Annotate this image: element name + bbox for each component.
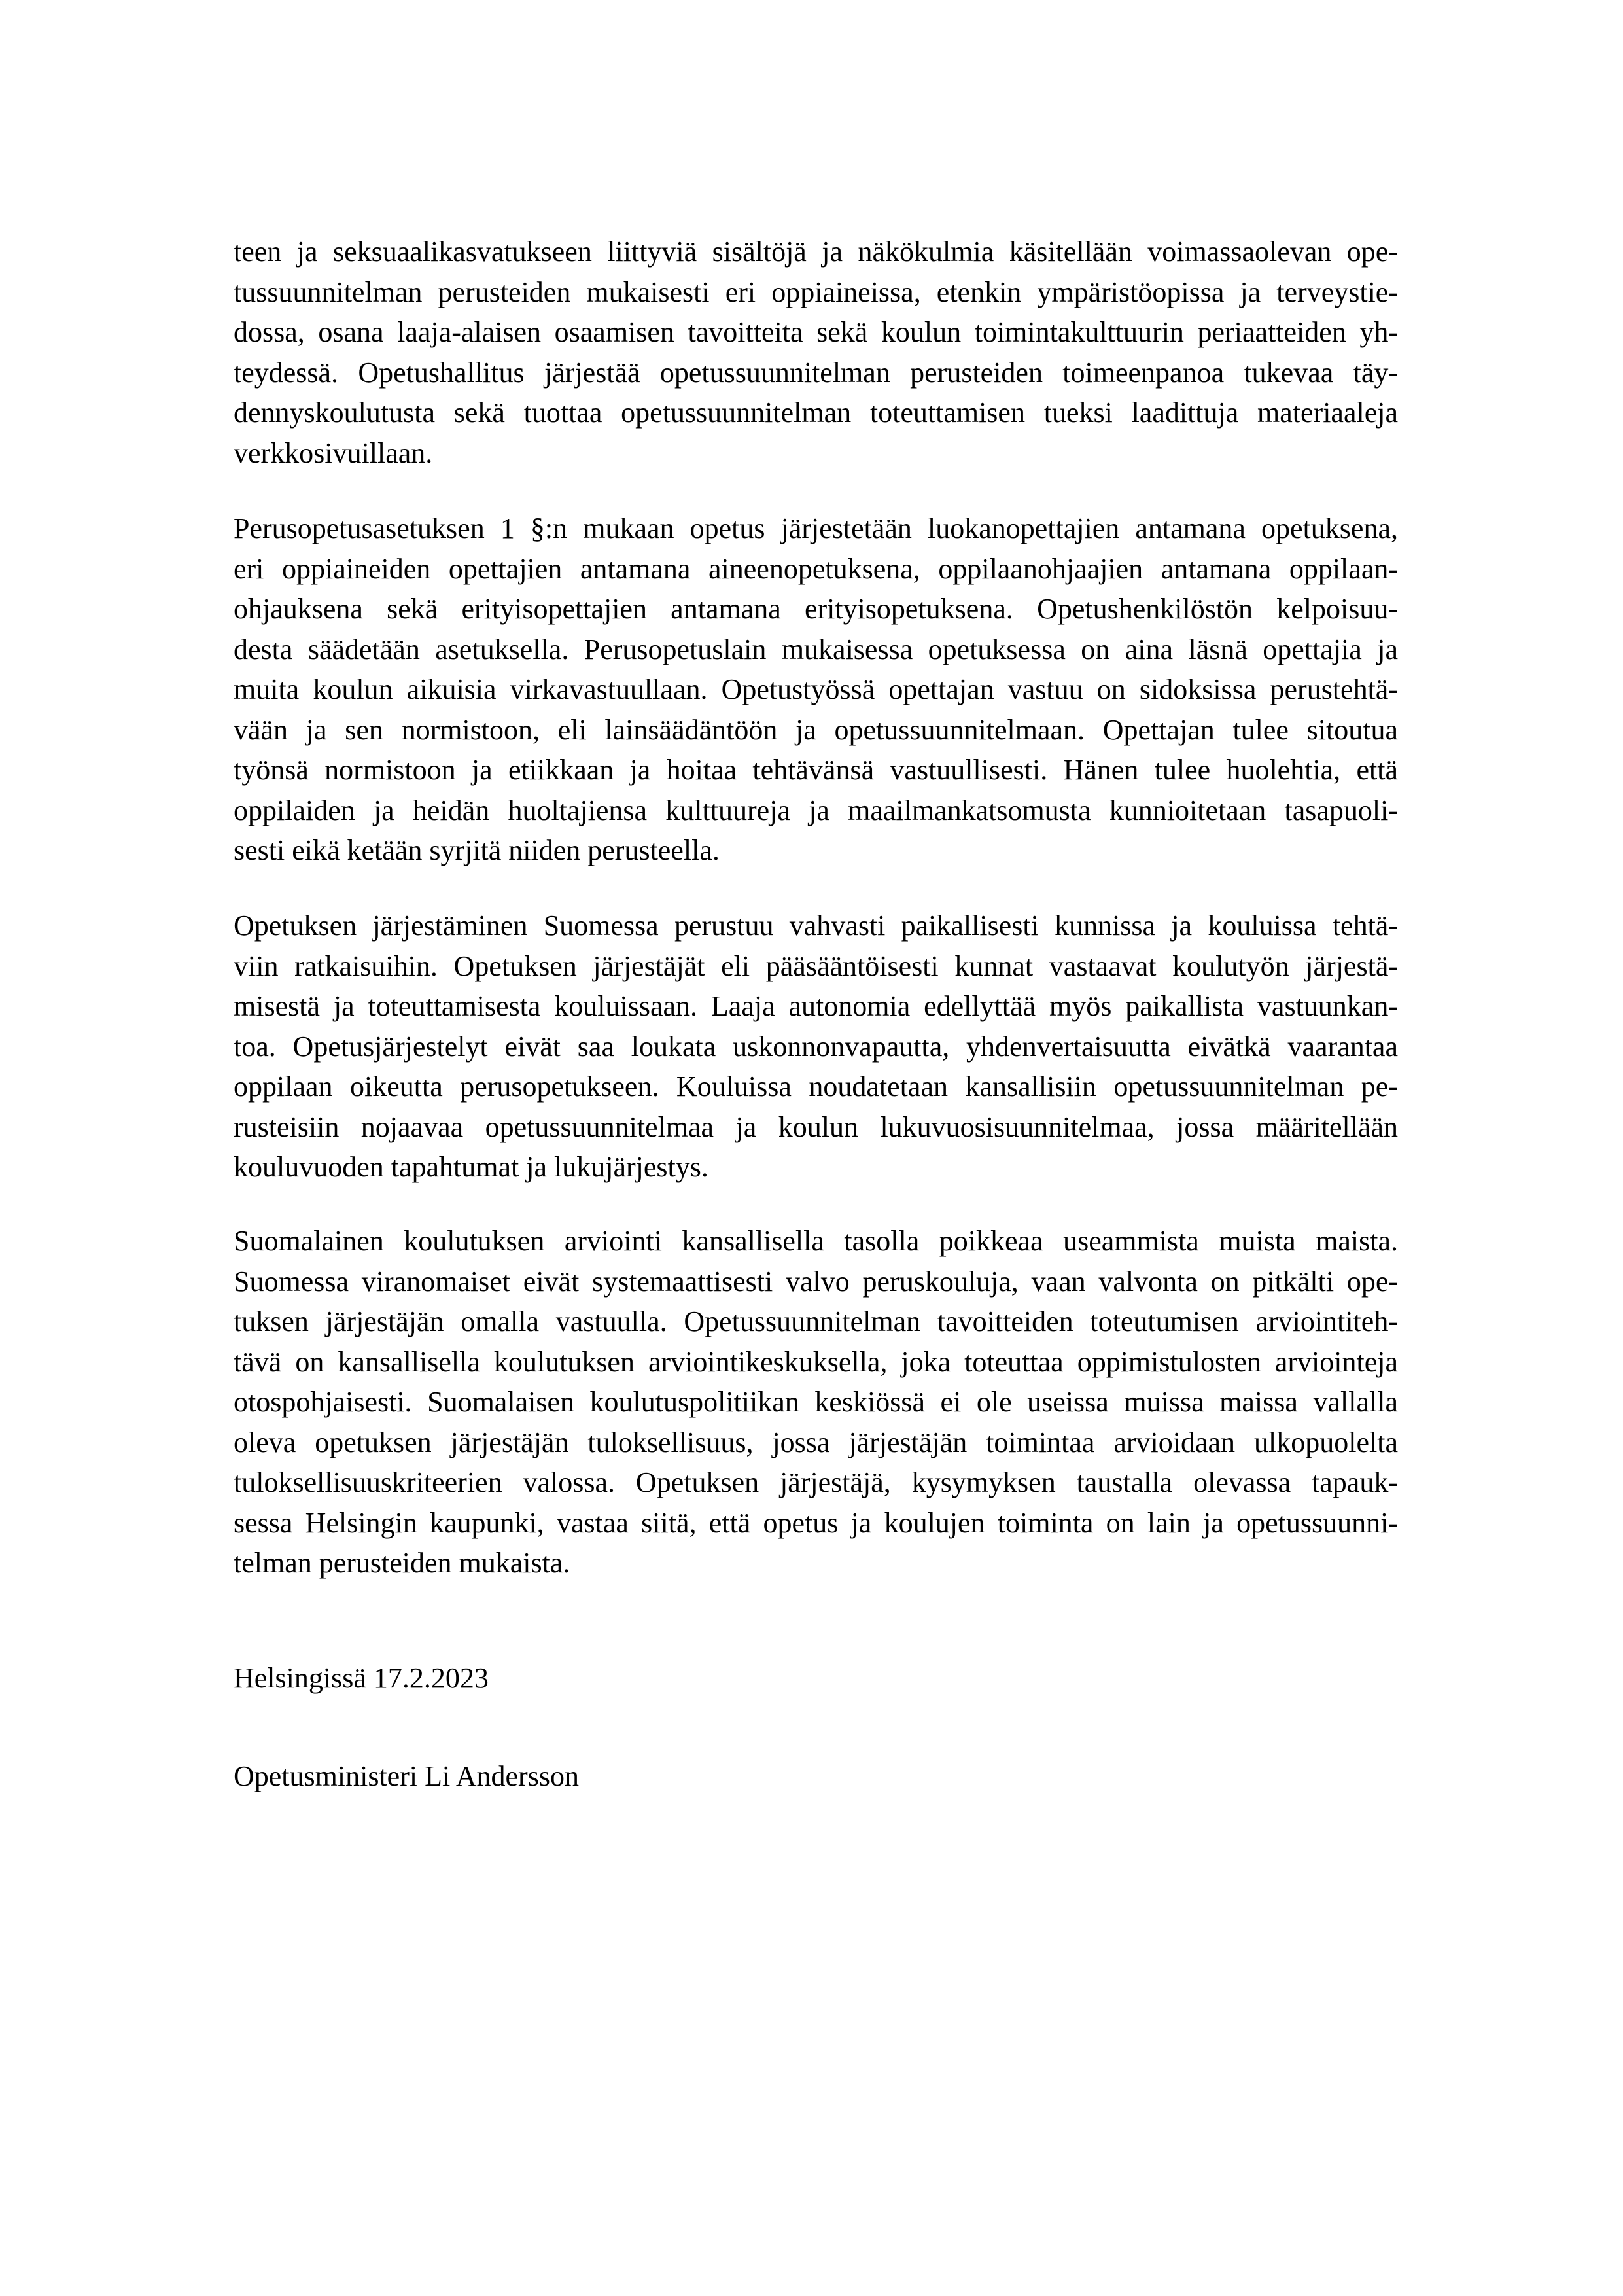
text-line: teen ja seksuaalikasvatukseen liittyviä sisältöjä ja näkökulmia käsitellään voimassaolevan ope- [234, 236, 1398, 268]
text-line: eri oppiaineiden opettajien antamana aineenopetuksena, oppilaanohjaajien antamana oppilaan- [234, 552, 1398, 585]
text-line: työnsä normistoon ja etiikkaan ja hoitaa tehtävänsä vastuullisesti. Hänen tulee huolehtia, että [234, 754, 1398, 786]
text-line: tuloksellisuuskriteerien valossa. Opetuksen järjestäjä, kysymyksen taustalla olevassa tapauk- [234, 1466, 1398, 1498]
text-line: tuksen järjestäjän omalla vastuulla. Opetussuunnitelman tavoitteiden toteutumisen arviointiteh- [234, 1305, 1398, 1337]
text-line: misestä ja toteuttamisesta kouluissaan. Laaja autonomia edellyttää myös paikallista vastuunkan- [234, 990, 1398, 1022]
text-line: Suomessa viranomaiset eivät systemaattisesti valvo peruskouluja, vaan valvonta on pitkälti ope- [234, 1265, 1398, 1298]
text-line: tävä on kansallisella koulutuksen arviointikeskuksella, joka toteuttaa oppimistulosten arviointeja [234, 1345, 1398, 1378]
text-line: rusteisiin nojaavaa opetussuunnitelmaa ja koulun lukuvuosisuunnitelmaa, jossa määritellään [234, 1110, 1398, 1143]
paragraph-1 [234, 232, 1398, 473]
text-line: oleva opetuksen järjestäjän tuloksellisuus, jossa järjestäjän toimintaa arvioidaan ulkopuolelta [234, 1426, 1398, 1458]
text-line: ohjauksena sekä erityisopettajien antamana erityisopetuksena. Opetushenkilöstön kelpoisuu- [234, 593, 1398, 625]
text-line: Suomalainen koulutuksen arviointi kansallisella tasolla poikkeaa useammista muista maista. [234, 1225, 1398, 1257]
text-line: oppilaiden ja heidän huoltajiensa kulttuureja ja maailmankatsomusta kunnioitetaan tasapuoli- [234, 794, 1398, 826]
paragraph-3 [234, 906, 1398, 1188]
text-line: muita koulun aikuisia virkavastuullaan. Opetustyössä opettajan vastuu on sidoksissa perustehtä- [234, 673, 1398, 705]
text-line: tussuunnitelman perusteiden mukaisesti eri oppiaineissa, etenkin ympäristöopissa ja terveystie- [234, 275, 1398, 308]
text-line: teydessä. Opetushallitus järjestää opetussuunnitelman perusteiden toimeenpanoa tukevaa täy- [234, 356, 1398, 389]
paragraph-4 [234, 1221, 1398, 1583]
text-line: toa. Opetusjärjestelyt eivät saa loukata uskonnonvapautta, yhdenvertaisuutta eivätkä vaarantaa [234, 1030, 1398, 1063]
text-line: oppilaan oikeutta perusopetukseen. Kouluissa noudatetaan kansallisiin opetussuunnitelman pe- [234, 1070, 1398, 1103]
text-line: viin ratkaisuihin. Opetuksen järjestäjät eli pääsääntöisesti kunnat vastaavat koulutyön järjestä- [234, 949, 1398, 982]
text-line: sesti eikä ketään syrjitä niiden perusteella. [234, 834, 720, 866]
text-line: telman perusteiden mukaista. [234, 1547, 570, 1579]
text-line: Perusopetusasetuksen 1 §:n mukaan opetus järjestetään luokanopettajien antamana opetuksena, [234, 512, 1398, 544]
text-line: sessa Helsingin kaupunki, vastaa siitä, että opetus ja koulujen toiminta on lain ja opetussuunni- [234, 1506, 1398, 1539]
text-line: vään ja sen normistoon, eli lainsäädäntöön ja opetussuunnitelmaan. Opettajan tulee sitoutua [234, 713, 1398, 746]
text-line: otospohjaisesti. Suomalaisen koulutuspolitiikan keskiössä ei ole useissa muissa maissa vallalla [234, 1386, 1398, 1418]
place-and-date: Helsingissä 17.2.2023 [234, 1662, 489, 1694]
text-line: dossa, osana laaja-alaisen osaamisen tavoitteita sekä koulun toimintakulttuurin periaatteiden yh- [234, 316, 1398, 348]
signature: Opetusministeri Li Andersson [234, 1760, 579, 1792]
paragraph-2 [234, 508, 1398, 871]
text-line: desta säädetään asetuksella. Perusopetuslain mukaisessa opetuksessa on aina läsnä opettajia ja [234, 633, 1398, 665]
text-line: kouluvuoden tapahtumat ja lukujärjestys. [234, 1151, 708, 1183]
text-line: verkkosivuillaan. [234, 436, 433, 469]
text-line: Opetuksen järjestäminen Suomessa perustuu vahvasti paikallisesti kunnissa ja kouluissa tehtä- [234, 910, 1398, 942]
text-line: dennyskoulutusta sekä tuottaa opetussuunnitelman toteuttamisen tueksi laadittuja materiaaleja [234, 397, 1398, 429]
